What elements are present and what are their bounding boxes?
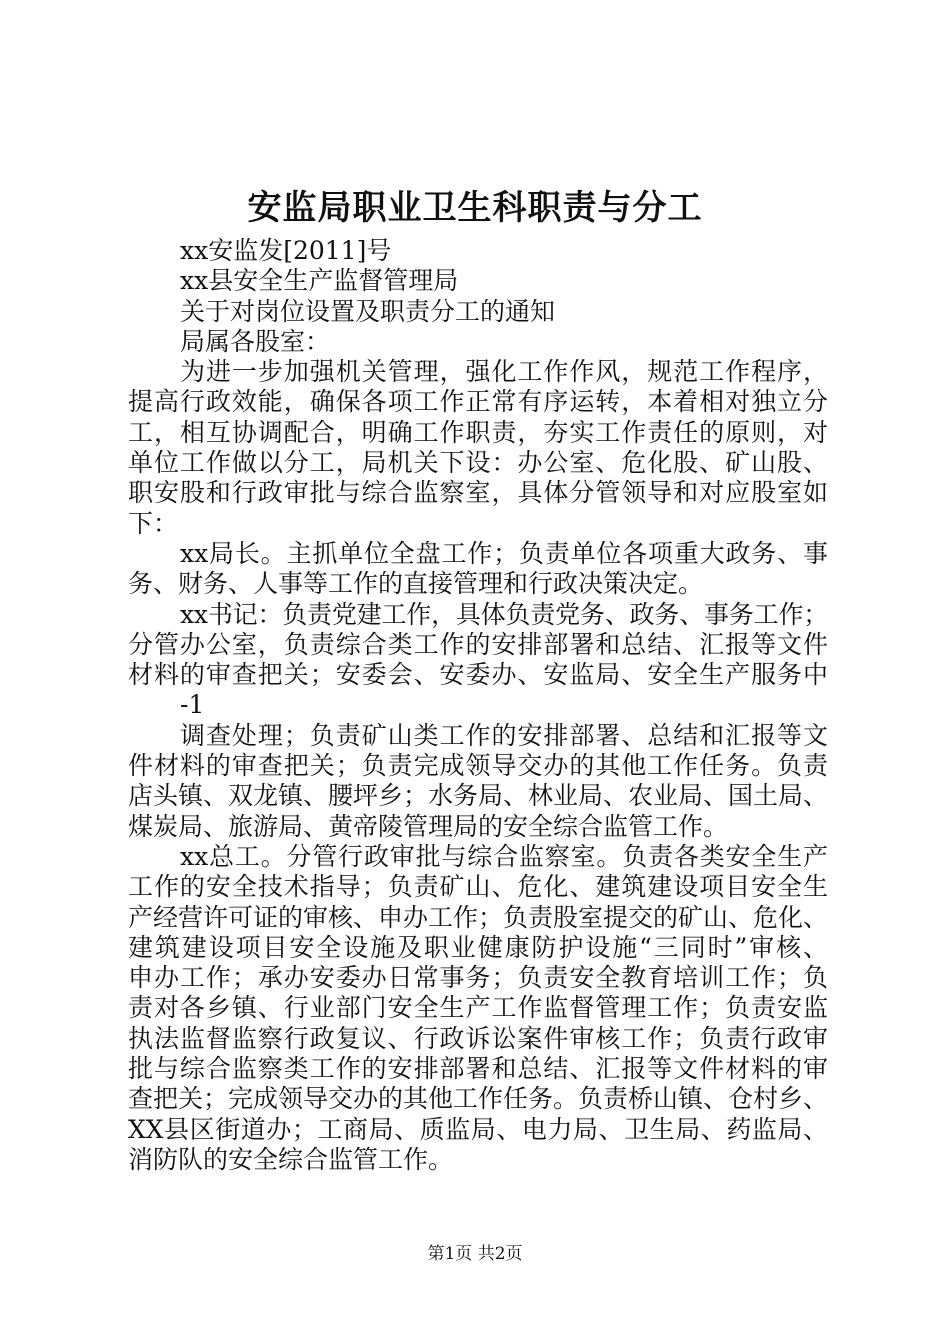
body-line: 煤炭局、旅游局、黄帝陵管理局的安全综合监管工作。	[128, 811, 729, 841]
body-line: 查把关；完成领导交办的其他工作任务。负责桥山镇、仓村乡、	[128, 1084, 829, 1114]
body-line: 提高行政效能，确保各项工作正常有序运转，本着相对独立分	[128, 387, 828, 417]
body-line: 单位工作做以分工，局机关下设：办公室、危化股、矿山股、	[128, 448, 828, 478]
page-footer: 第1页 共2页	[427, 1244, 523, 1264]
body-line: 关于对岗位设置及职责分工的通知	[180, 296, 556, 326]
body-line: 店头镇、双龙镇、腰坪乡；水务局、林业局、农业局、国土局、	[128, 781, 829, 811]
body-line: 局属各股室：	[180, 326, 331, 356]
body-line: xx总工。分管行政审批与综合监察室。负责各类安全生产	[180, 841, 828, 871]
body-line: xx局长。主抓单位全盘工作；负责单位各项重大政务、事	[180, 538, 828, 568]
body-line: 工，相互协调配合，明确工作职责，夯实工作责任的原则，对	[128, 417, 828, 447]
body-line: 务、财务、人事等工作的直接管理和行政决策决定。	[128, 569, 704, 599]
body-line: 责对各乡镇、行业部门安全生产工作监督管理工作；负责安监	[128, 993, 828, 1023]
body-line: 职安股和行政审批与综合监察室，具体分管领导和对应股室如	[128, 478, 828, 508]
body-line: 调查处理；负责矿山类工作的安排部署、总结和汇报等文	[180, 720, 828, 750]
body-line: xx安监发[2011]号	[180, 236, 392, 265]
body-line: 材料的审查把关；安委会、安委办、安监局、安全生产服务中	[128, 660, 828, 690]
body-line: 申办工作；承办安委办日常事务；负责安全教育培训工作；负	[128, 963, 828, 993]
body-line: 执法监督监察行政复议、行政诉讼案件审核工作；负责行政审	[128, 1023, 828, 1053]
body-line: -1	[180, 690, 205, 720]
body-line: 产经营许可证的审核、申办工作；负责股室提交的矿山、危化、	[128, 902, 829, 932]
body-line: 批与综合监察类工作的安排部署和总结、汇报等文件材料的审	[128, 1054, 828, 1084]
body-line: 消防队的安全综合监管工作。	[128, 1144, 454, 1174]
body-line: 分管办公室，负责综合类工作的安排部署和总结、汇报等文件	[128, 629, 828, 659]
body-line: 工作的安全技术指导；负责矿山、危化、建筑建设项目安全生	[128, 872, 828, 902]
body-line: XX县区街道办；工商局、质监局、电力局、卫生局、药监局、	[128, 1114, 828, 1144]
body-line: 下：	[128, 508, 179, 538]
body-line: 为进一步加强机关管理，强化工作作风，规范工作程序，	[180, 357, 828, 387]
body-line: 建筑建设项目安全设施及职业健康防护设施“三同时”审核、	[128, 932, 828, 962]
document-title: 安监局职业卫生科职责与分工	[247, 188, 703, 228]
body-line: xx县安全生产监督管理局	[180, 266, 459, 296]
body-line: xx书记：负责党建工作，具体负责党务、政务、事务工作；	[180, 599, 829, 629]
document-body	[128, 236, 828, 1175]
body-line: 件材料的审查把关；负责完成领导交办的其他工作任务。负责	[128, 751, 828, 781]
